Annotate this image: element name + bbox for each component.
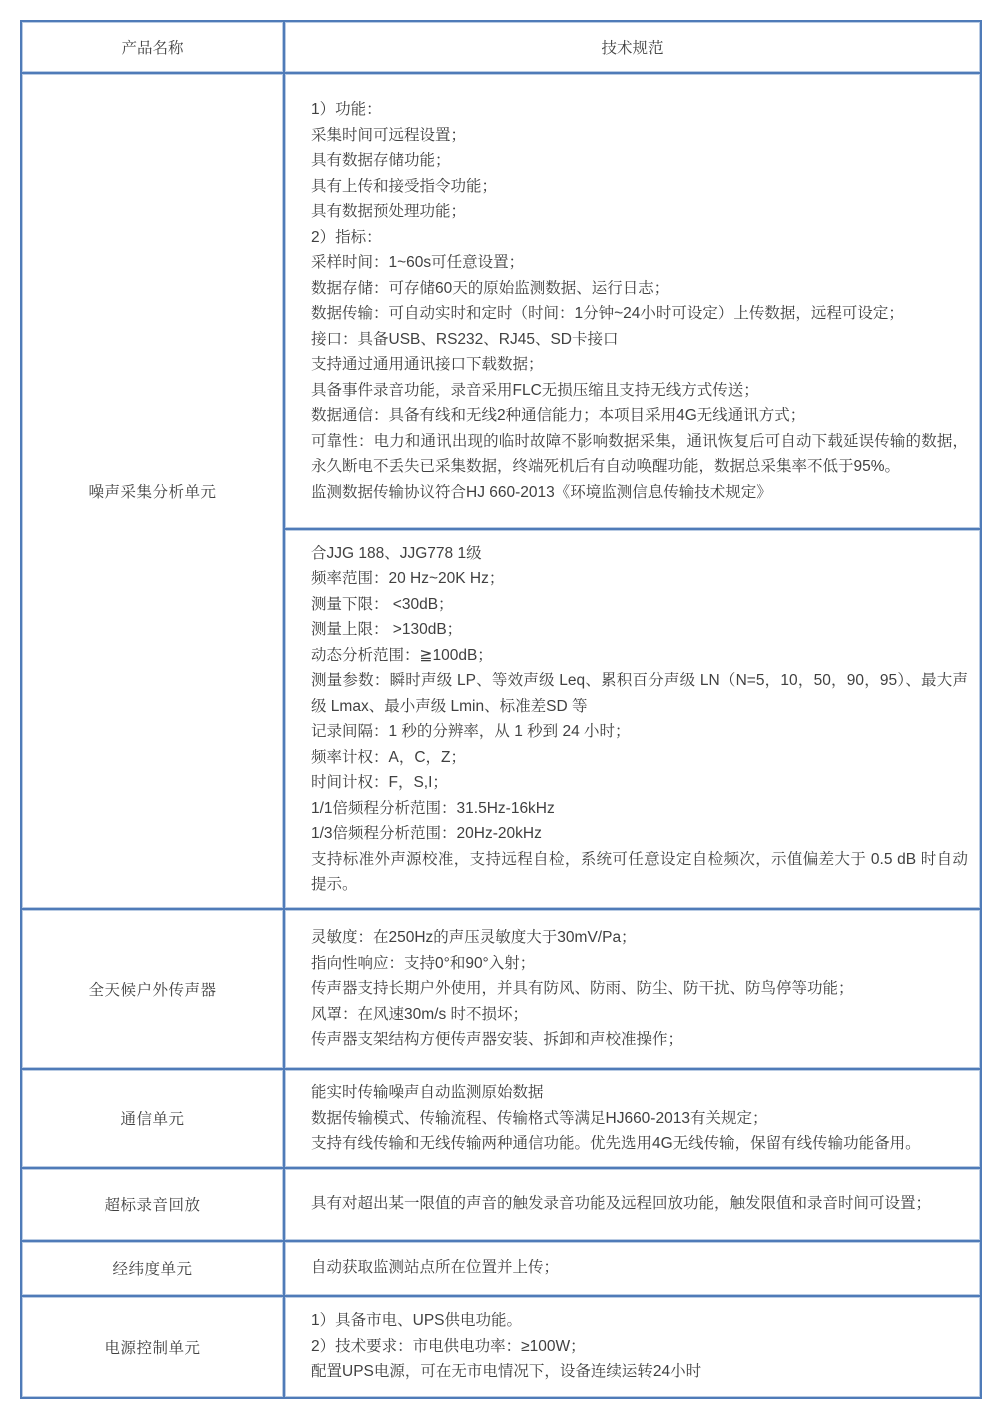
spec-line: 记录间隔：1 秒的分辨率，从 1 秒到 24 小时； <box>311 723 631 740</box>
table-row <box>21 1241 981 1296</box>
header-tech-spec: 技术规范 <box>284 21 981 73</box>
spec-line: 自动获取监测站点所在位置并上传； <box>311 1259 560 1277</box>
spec-cell <box>284 529 981 909</box>
table-row <box>21 909 981 1069</box>
spec-line: 可靠性：电力和通讯出现的临时故障不影响数据采集，通讯恢复后可自动下载延误传输的数据，永久断电不丢失已采集数据，终端死机后有自动唤醒功能，数据总采集率不低于95%。 <box>311 432 968 475</box>
spec-line: 合JJG 188、JJG778 1级 <box>311 544 482 562</box>
spec-line: 监测数据传输协议符合HJ 660-2013《环境监测信息传输技术规定》 <box>311 483 772 501</box>
product-name-cell: 电源控制单元 <box>21 1296 284 1398</box>
table-row <box>21 1296 981 1398</box>
spec-cell <box>284 73 981 529</box>
spec-line: 时间计权：F，S,I； <box>311 774 448 791</box>
spec-line: 数据存储：可存储60天的原始监测数据、运行日志； <box>311 279 670 297</box>
table-row <box>21 1069 981 1168</box>
spec-line: 频率计权：A，C，Z； <box>311 748 467 766</box>
spec-table-body <box>21 73 981 1398</box>
spec-line: 数据传输：可自动实时和定时（时间：1分钟~24小时可设定）上传数据，远程可设定； <box>311 305 904 322</box>
product-name-cell: 超标录音回放 <box>21 1168 284 1241</box>
spec-line: 动态分析范围：≧100dB； <box>311 646 493 664</box>
spec-line: 1/1倍频程分析范围：31.5Hz-16kHz <box>311 799 555 817</box>
spec-line: 数据传输模式、传输流程、传输格式等满足HJ660-2013有关规定； <box>311 1109 768 1127</box>
spec-line: 传声器支持长期户外使用，并具有防风、防雨、防尘、防干扰、防鸟停等功能； <box>311 980 854 998</box>
spec-line: 配置UPS电源，可在无市电情况下，设备连续运转24小时 <box>311 1363 702 1381</box>
table-row <box>21 73 981 529</box>
spec-line: 1）具备市电、UPS供电功能。 <box>311 1312 522 1330</box>
spec-cell <box>284 1168 981 1241</box>
product-name-cell: 通信单元 <box>21 1069 284 1168</box>
spec-cell <box>284 1296 981 1398</box>
spec-table <box>20 20 982 1399</box>
header-row <box>21 21 981 73</box>
spec-line: 灵敏度：在250Hz的声压灵敏度大于30mV/Pa； <box>311 929 637 947</box>
header-product-name: 产品名称 <box>21 21 284 73</box>
spec-line: 2）技术要求：市电供电功率：≥100W； <box>311 1337 586 1355</box>
spec-line: 测量参数：瞬时声级 LP、等效声级 Leq、累积百分声级 LN（N=5，10，50，90，95）、最大声级 Lmax、最小声级 Lmin、标准差SD 等 <box>311 672 968 715</box>
spec-line: 具有上传和接受指令功能； <box>311 177 498 195</box>
product-name-cell: 全天候户外传声器 <box>21 909 284 1069</box>
spec-line: 具有数据存储功能； <box>311 152 451 169</box>
spec-line: 测量上限： >130dB； <box>311 621 463 638</box>
spec-line: 测量下限： <30dB； <box>311 595 454 613</box>
product-name-cell: 噪声采集分析单元 <box>21 73 284 909</box>
spec-line: 2）指标： <box>311 228 382 246</box>
spec-line: 频率范围：20 Hz~20K Hz； <box>311 570 505 587</box>
spec-cell <box>284 1241 981 1296</box>
spec-line: 接口：具备USB、RS232、RJ45、SD卡接口 <box>311 330 619 348</box>
spec-line: 采样时间：1~60s可任意设置； <box>311 254 525 271</box>
spec-line: 采集时间可远程设置； <box>311 126 467 144</box>
table-row <box>21 1168 981 1241</box>
spec-line: 风罩：在风速30m/s 时不损坏； <box>311 1005 529 1023</box>
spec-line: 支持通过通用通讯接口下载数据； <box>311 356 544 373</box>
spec-line: 1/3倍频程分析范围：20Hz-20kHz <box>311 825 542 842</box>
spec-line: 具有数据预处理功能； <box>311 203 467 220</box>
spec-line: 具备事件录音功能，录音采用FLC无损压缩且支持无线方式传送； <box>311 381 759 399</box>
spec-line: 能实时传输噪声自动监测原始数据 <box>311 1084 544 1101</box>
spec-line: 传声器支架结构方便传声器安装、拆卸和声校准操作； <box>311 1031 684 1049</box>
spec-line: 指向性响应：支持0°和90°入射； <box>311 954 536 972</box>
spec-line: 具有对超出某一限值的声音的触发录音功能及远程回放功能，触发限值和录音时间可设置； <box>311 1195 932 1213</box>
spec-cell <box>284 909 981 1069</box>
spec-line: 数据通信：具备有线和无线2种通信能力；本项目采用4G无线通讯方式； <box>311 407 806 424</box>
spec-line: 支持标准外声源校准，支持远程自检，系统可任意设定自检频次，示值偏差大于 0.5 dB 时自动提示。 <box>311 850 968 893</box>
spec-line: 支持有线传输和无线传输两种通信功能。优先选用4G无线传输，保留有线传输功能备用。 <box>311 1135 921 1152</box>
product-name-cell: 经纬度单元 <box>21 1241 284 1296</box>
spec-line: 1）功能： <box>311 101 382 118</box>
spec-cell <box>284 1069 981 1168</box>
